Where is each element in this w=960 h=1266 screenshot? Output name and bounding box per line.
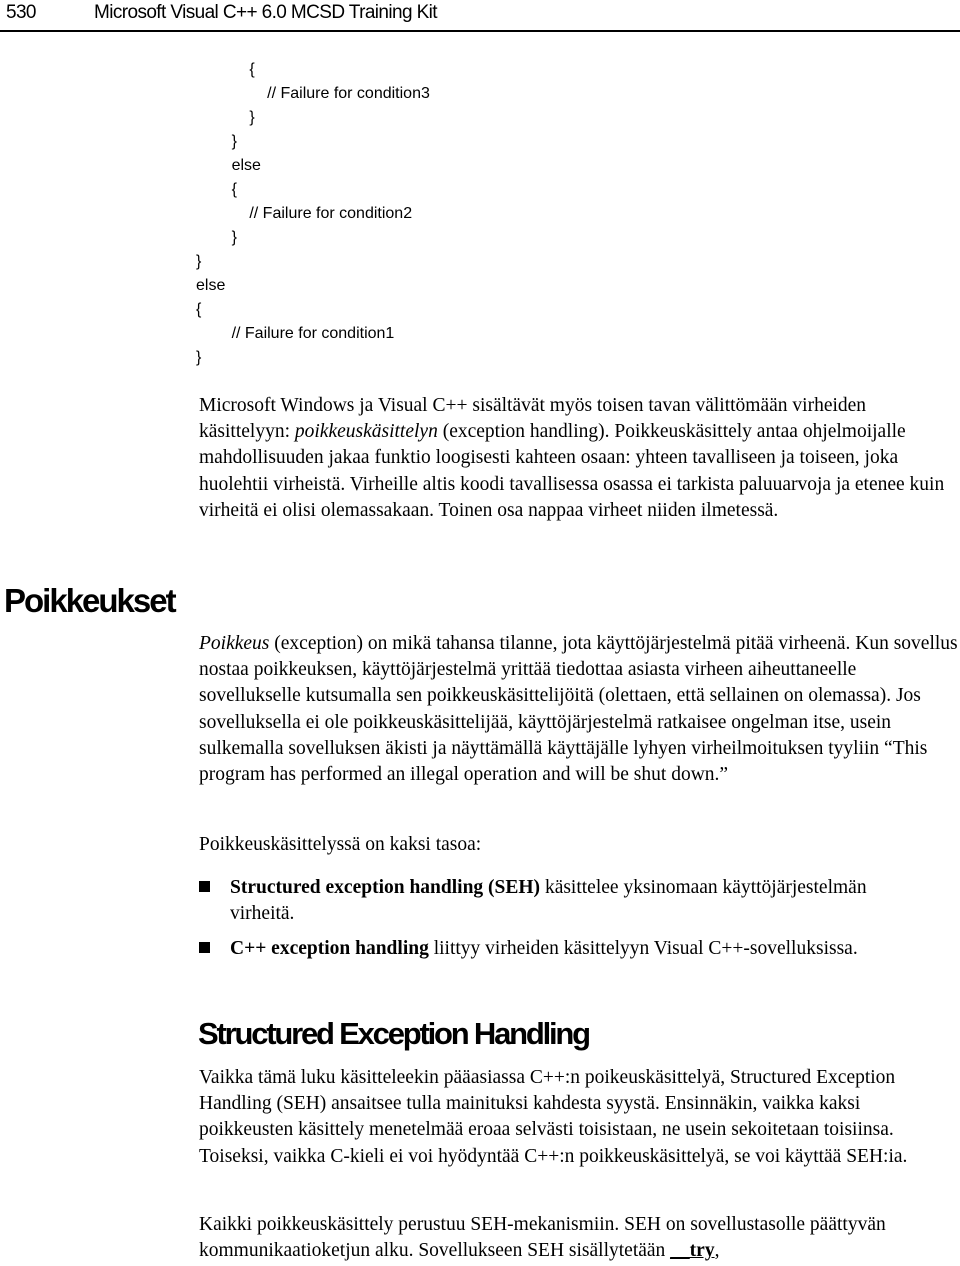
code-line: } — [196, 229, 237, 246]
square-bullet-icon — [199, 881, 210, 892]
list-item — [199, 936, 899, 962]
code-line: // Failure for condition2 — [196, 205, 413, 222]
intro-text-2: (exception handling). Poikkeuskäsittely antaa ohjelmoijalle mahdollisuuden jakaa funktio loogisesti kahteen osaan: yhteen tavalliseen ja toiseen, joka huolehtii virheistä. Virheille altis koodi tavallisessa osassa ei tarkista paluuarvoja ja etenee kuin virheitä ei olisi olemassakaan. Toinen osa nappaa virheet niiden ilmetessä. — [199, 421, 945, 521]
seh-paragraph-2-text: Kaikki poikkeuskäsittely perustuu SEH-mekanismiin. SEH on sovellustasolle päättyvän kommunikaatioketjun alku. Sovellukseen SEH sisällytetään — [199, 1214, 886, 1262]
code-line: { — [196, 61, 255, 78]
code-line: { — [196, 181, 237, 198]
book-title: Microsoft Visual C++ 6.0 MCSD Training Kit — [94, 2, 437, 23]
section-heading: Poikkeukset — [4, 582, 175, 619]
intro-term: poikkeuskäsittelyn — [294, 421, 438, 443]
try-keyword: __try — [670, 1240, 715, 1262]
code-line: } — [196, 253, 202, 270]
code-line: // Failure for condition3 — [196, 85, 430, 102]
bullet-text: liittyy virheiden käsittelyyn Visual C++-sovelluksissa. — [428, 938, 858, 960]
levels-list — [199, 875, 899, 972]
seh-paragraph-1: Vaikka tämä luku käsitteleekin pääasiassa C++:n poikeuskäsittelyä, Structured Exception Handling (SEH) ansaitsee tulla mainituksi kahdesta syystä. Ensinnäkin, vaikka kaksi poikkeusten käsittely menetelmää eroaa selvästi toisistaan, ne usein sekoitetaan toisiinsa. Toiseksi, vaikka C-kieli ei voi hyödyntää C++:n poikkeuskäsittelyä, se voi käyttää SEH:ia. — [199, 1067, 908, 1167]
code-line: // Failure for condition1 — [196, 325, 395, 342]
intro-paragraph — [199, 393, 959, 524]
list-item — [199, 875, 899, 927]
code-line: else — [196, 277, 226, 294]
levels-intro: Poikkeuskäsittelyssä on kaksi tasoa: — [199, 834, 482, 855]
code-line: } — [196, 109, 255, 126]
seh-paragraph-2 — [199, 1212, 959, 1264]
seh-heading: Structured Exception Handling — [198, 1016, 589, 1051]
bullet-term: C++ exception handling — [230, 938, 429, 960]
definition-term: Poikkeus — [199, 633, 270, 654]
code-line: { — [196, 301, 202, 318]
code-listing — [196, 58, 430, 370]
intro-text-1: Microsoft Windows ja Visual C++ sisältävät myös toisen tavan välittömään virheiden käsittelyyn: — [199, 395, 867, 443]
code-line: else — [196, 157, 261, 174]
page-header — [0, 0, 960, 28]
definition-paragraph — [199, 631, 959, 788]
header-rule — [0, 30, 960, 32]
code-line: } — [196, 349, 202, 366]
page-number: 530 — [6, 2, 36, 23]
definition-text: (exception) on mikä tahansa tilanne, jota käyttöjärjestelmä pitää virheenä. Kun sovellus nostaa poikkeuksen, käyttöjärjestelmä yrittää tiedottaa asiasta virheen aiheuttaneelle sovellukselle kutsumalla sen poikkeuskäsittelijöitä (olettaen, että sellainen on olemassa). Jos sovelluksella ei ole poikkeuskäsittelijää, käyttöjärjestelmä ratkaisee ongelman itse, usein sulkemalla sovelluksen äkisti ja näyttämällä käyttäjälle lyhyen virheilmoituksen tyyliin “This program has performed an illegal operation and will be shut down.” — [199, 633, 958, 786]
bullet-term: Structured exception handling (SEH) — [230, 877, 541, 898]
seh-paragraph-2-end: , — [714, 1240, 720, 1262]
bullet-text: käsittelee yksinomaan käyttöjärjestelmän virheitä. — [230, 877, 867, 925]
square-bullet-icon — [199, 942, 210, 953]
code-line: } — [196, 133, 237, 150]
